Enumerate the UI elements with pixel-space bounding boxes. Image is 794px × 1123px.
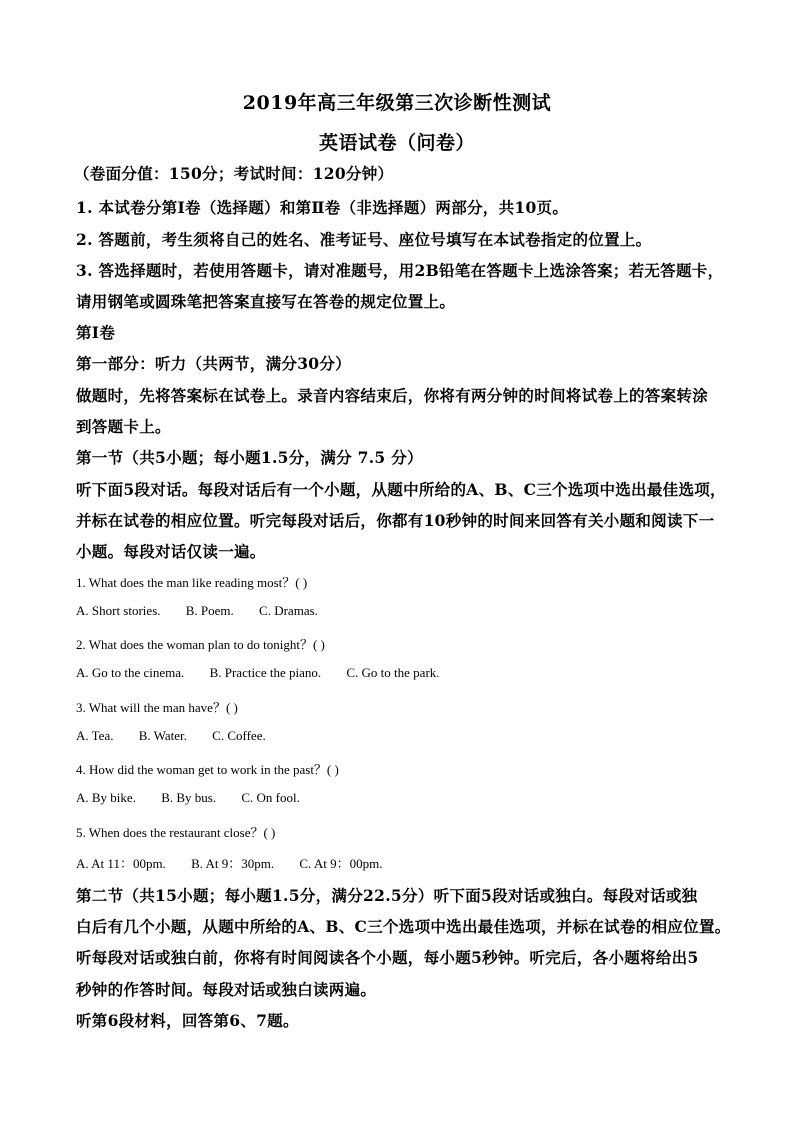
section1-intro-line: 小题。每段对话仅读一遍。	[76, 542, 266, 561]
question-text: 4. How did the woman get to work in the past？( )	[76, 762, 339, 777]
part1-heading: 第一部分：听力（共两节，满分30分）	[76, 354, 351, 373]
material-prompt: 听第6段材料，回答第6、7题。	[76, 1011, 299, 1030]
question-text: 3. What will the man have？( )	[76, 700, 238, 715]
option-c: C. Go to the park.	[346, 665, 440, 680]
option-a: A. Short stories.	[76, 603, 161, 618]
question-options	[76, 728, 288, 744]
question-text: 1. What does the man like reading most？( )	[76, 575, 308, 590]
option-b: B. Poem.	[185, 603, 234, 618]
option-a: A. Go to the cinema.	[76, 665, 185, 680]
instruction-line: 请用钢笔或圆珠笔把答案直接写在答卷的规定位置上。	[76, 292, 456, 311]
instruction-line: 3. 答选择题时，若使用答题卡，请对准题号，用2B铅笔在答题卡上选涂答案；若无答题卡，	[76, 261, 724, 280]
question-options	[76, 790, 322, 806]
section2-line: 听每段对话或独白前，你将有时间阅读各个小题，每小题5秒钟。听完后，各小题将给出5	[76, 948, 699, 967]
section2-line: 秒钟的作答时间。每段对话或独白读两遍。	[76, 980, 377, 999]
exam-subtitle: 英语试卷（问卷）	[318, 132, 475, 154]
question-text: 2. What does the woman plan to do tonight？( )	[76, 637, 325, 652]
option-c: C. At 9：00pm.	[299, 856, 383, 871]
option-b: B. Practice the piano.	[209, 665, 322, 680]
option-c: C. On fool.	[241, 790, 300, 805]
volume-label: 第Ⅰ卷	[76, 323, 116, 342]
question-text: 5. When does the restaurant close？( )	[76, 825, 276, 840]
section1-heading: 第一节（共5小题；每小题1.5分，满分 7.5 分）	[76, 448, 423, 467]
option-a: A. By bike.	[76, 790, 136, 805]
section2-line: 第二节（共15小题；每小题1.5分，满分22.5分）听下面5段对话或独白。每段对话或独	[76, 886, 698, 905]
option-a: A. At 11：00pm.	[76, 856, 166, 871]
part1-intro-line: 到答题卡上。	[76, 417, 171, 436]
instruction-line: 2. 答题前，考生须将自己的姓名、准考证号、座位号填写在本试卷指定的位置上。	[76, 230, 652, 249]
score-info: （卷面分值：150分；考试时间：120分钟）	[74, 164, 394, 183]
option-c: C. Coffee.	[212, 728, 266, 743]
question-options	[76, 603, 340, 619]
question-options	[76, 665, 462, 681]
option-b: B. By bus.	[161, 790, 217, 805]
option-b: B. At 9：30pm.	[191, 856, 275, 871]
option-a: A. Tea.	[76, 728, 114, 743]
section1-intro-line: 并标在试卷的相应位置。听完每段对话后，你都有10秒钟的时间来回答有关小题和阅读下一	[76, 511, 715, 530]
instruction-line: 1. 本试卷分第Ⅰ卷（选择题）和第Ⅱ卷（非选择题）两部分，共10页。	[76, 198, 569, 217]
option-b: B. Water.	[138, 728, 187, 743]
section2-line: 白后有几个小题，从题中所给的A、B、C三个选项中选出最佳选项，并标在试卷的相应位置。	[76, 917, 731, 936]
section1-intro-line: 听下面5段对话。每段对话后有一个小题，从题中所给的A、B、C三个选项中选出最佳选项，	[76, 480, 726, 499]
part1-intro-line: 做题时，先将答案标在试卷上。录音内容结束后，你将有两分钟的时间将试卷上的答案转涂	[76, 386, 709, 405]
option-c: C. Dramas.	[259, 603, 318, 618]
question-options	[76, 853, 404, 872]
exam-title: 2019年高三年级第三次诊断性测试	[242, 92, 552, 114]
